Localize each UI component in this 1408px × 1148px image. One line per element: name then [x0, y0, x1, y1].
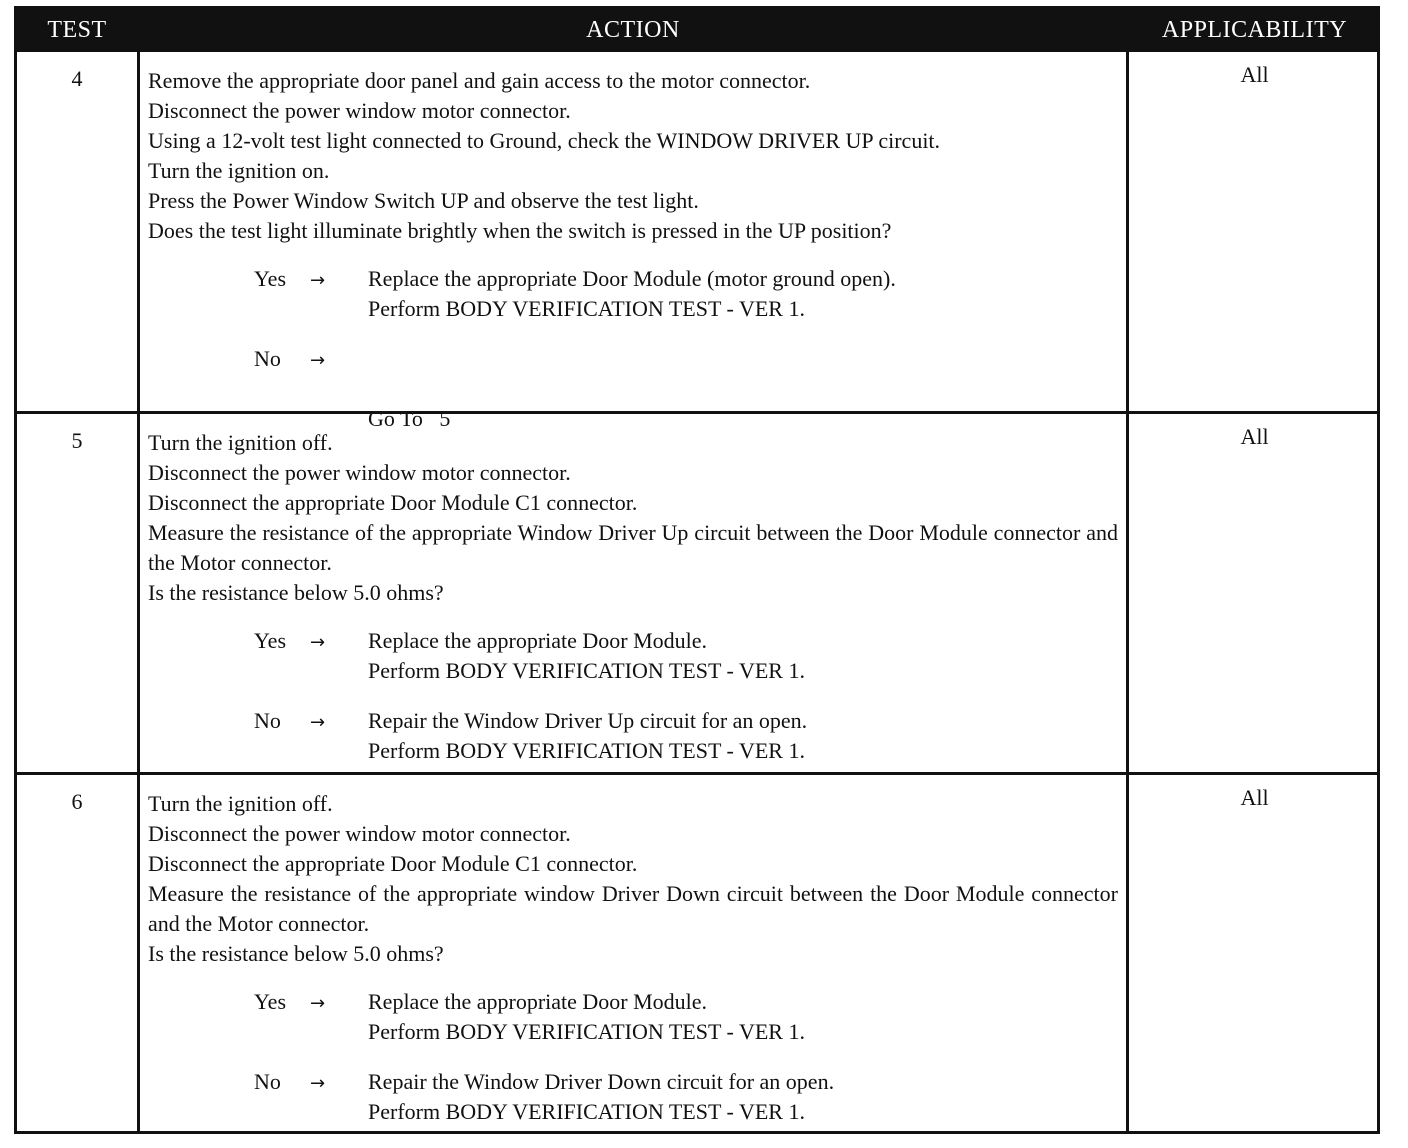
- result-line: Replace the appropriate Door Module.: [368, 628, 708, 653]
- no-result: [368, 706, 1128, 766]
- yes-label: Yes: [254, 628, 287, 653]
- result-line: Repair the Window Driver Down circuit for an open.: [368, 1069, 835, 1094]
- action-step: Measure the resistance of the appropriate Window Driver Up circuit between the Door Module connector and the Motor connector.: [148, 520, 1118, 575]
- test-number: 5: [71, 428, 83, 453]
- header-action: ACTION: [586, 17, 680, 43]
- table-row-test-5: [17, 411, 1377, 772]
- yes-label: Yes: [254, 266, 287, 291]
- test-number: 4: [71, 66, 83, 91]
- right-arrow-icon: →: [310, 993, 326, 1014]
- right-arrow-icon: →: [310, 270, 326, 291]
- no-label: No: [254, 1069, 281, 1094]
- diagnostic-test-table: [14, 6, 1380, 1134]
- no-label: No: [254, 708, 281, 733]
- action-step: Disconnect the power window motor connector.: [148, 98, 571, 123]
- outcomes: [148, 264, 1118, 431]
- no-result: [368, 1067, 1128, 1127]
- action-step: Press the Power Window Switch UP and observe the test light.: [148, 188, 699, 213]
- result-line: Perform BODY VERIFICATION TEST - VER 1.: [368, 1099, 805, 1124]
- action-cell: [137, 775, 1129, 1131]
- no-outcome: [254, 1067, 1118, 1127]
- result-line: Replace the appropriate Door Module (motor ground open).: [368, 266, 896, 291]
- yes-result: [368, 626, 1128, 686]
- table-header: [17, 9, 1377, 49]
- action-step: Does the test light illuminate brightly when the switch is pressed in the UP position?: [148, 218, 892, 243]
- action-step: Is the resistance below 5.0 ohms?: [148, 580, 444, 605]
- yes-label: Yes: [254, 989, 287, 1014]
- action-step: Measure the resistance of the appropriate window Driver Down circuit between the Door Module connector and the Motor connector.: [148, 881, 1118, 936]
- no-label: No: [254, 346, 281, 371]
- action-step: Using a 12-volt test light connected to Ground, check the WINDOW DRIVER UP circuit.: [148, 128, 941, 153]
- action-step: Turn the ignition off.: [148, 430, 333, 455]
- action-step: Disconnect the power window motor connector.: [148, 821, 571, 846]
- yes-outcome: [254, 626, 1118, 686]
- yes-result: [368, 264, 1128, 324]
- yes-outcome: [254, 987, 1118, 1047]
- action-step: Disconnect the appropriate Door Module C1 connector.: [148, 490, 638, 515]
- applicability-cell: All: [1240, 424, 1269, 449]
- action-cell: [137, 52, 1129, 431]
- table-row-test-4: [17, 49, 1377, 431]
- result-line: Perform BODY VERIFICATION TEST - VER 1.: [368, 738, 805, 763]
- result-line: Perform BODY VERIFICATION TEST - VER 1.: [368, 1019, 805, 1044]
- action-step: Is the resistance below 5.0 ohms?: [148, 941, 444, 966]
- action-step: Turn the ignition on.: [148, 158, 330, 183]
- yes-outcome: [254, 264, 1118, 324]
- applicability-cell: All: [1240, 785, 1269, 810]
- action-step: Remove the appropriate door panel and gain access to the motor connector.: [148, 68, 811, 93]
- result-line: Go To 5: [368, 406, 451, 431]
- table-row-test-6: [17, 772, 1377, 1131]
- right-arrow-icon: →: [310, 712, 326, 733]
- test-number: 6: [71, 789, 83, 814]
- action-step: Disconnect the appropriate Door Module C1 connector.: [148, 851, 638, 876]
- outcomes: [148, 987, 1118, 1127]
- no-outcome: [254, 344, 1118, 431]
- result-line: Perform BODY VERIFICATION TEST - VER 1.: [368, 658, 805, 683]
- action-step: Disconnect the power window motor connector.: [148, 460, 571, 485]
- header-applicability: APPLICABILITY: [1161, 17, 1348, 43]
- yes-result: [368, 987, 1128, 1047]
- header-test: TEST: [47, 17, 107, 43]
- outcomes: [148, 626, 1118, 766]
- applicability-cell: All: [1240, 62, 1269, 87]
- right-arrow-icon: →: [310, 1073, 326, 1094]
- result-line: Repair the Window Driver Up circuit for an open.: [368, 708, 808, 733]
- result-line: Perform BODY VERIFICATION TEST - VER 1.: [368, 296, 805, 321]
- right-arrow-icon: →: [310, 632, 326, 653]
- action-cell: [137, 414, 1129, 772]
- right-arrow-icon: →: [310, 350, 326, 371]
- no-outcome: [254, 706, 1118, 766]
- result-line: Replace the appropriate Door Module.: [368, 989, 708, 1014]
- action-step: Turn the ignition off.: [148, 791, 333, 816]
